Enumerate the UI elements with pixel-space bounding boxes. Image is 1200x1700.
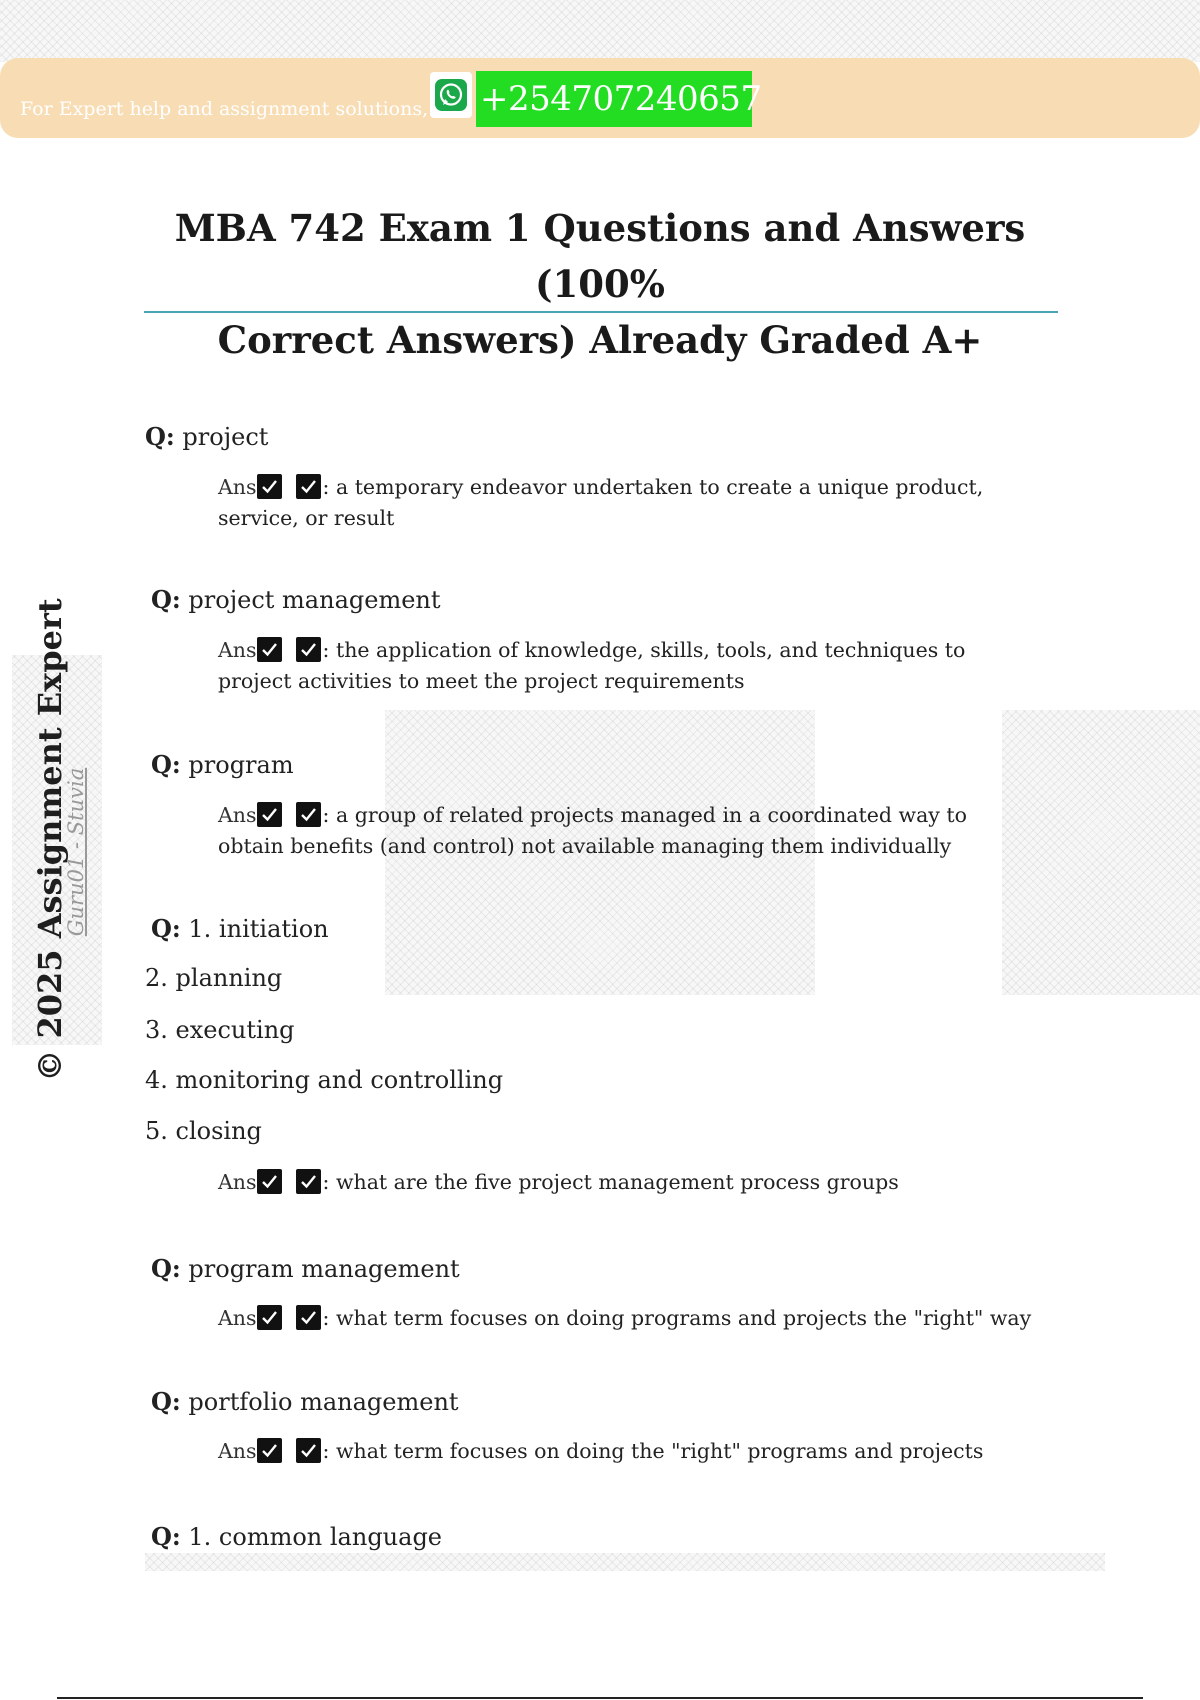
question-label: Q: — [145, 422, 175, 451]
list-item: 2. planning — [145, 964, 283, 992]
question-text: program — [188, 751, 294, 779]
title-line-2: Correct Answers) Already Graded A+ — [217, 318, 983, 362]
check-icon — [296, 637, 321, 662]
answer-text: : a temporary endeavor undertaken to create a unique product, service, or result — [218, 475, 984, 530]
check-icon — [257, 802, 282, 827]
answer-text: : a group of related projects managed in a coordinated way to obtain benefits (and control) not available managing them individually — [218, 803, 967, 858]
question — [151, 914, 329, 943]
top-pattern-strip — [0, 0, 1200, 62]
check-icon — [296, 1169, 321, 1194]
answer — [218, 472, 1038, 534]
answer-label: Ans — [218, 1439, 257, 1463]
seller-watermark: Guru01 - Stuvia — [64, 767, 88, 937]
copyright-watermark: © 2025 Assignment Expert — [31, 598, 69, 1082]
question-text: project — [182, 423, 269, 451]
question-label: Q: — [151, 1522, 181, 1551]
check-icon — [257, 637, 282, 662]
answer-label: Ans — [218, 1170, 257, 1194]
answer-label: Ans — [218, 638, 257, 662]
answer-label: Ans — [218, 1306, 257, 1330]
question — [151, 1387, 459, 1416]
question-label: Q: — [151, 585, 181, 614]
check-icon — [296, 1305, 321, 1330]
check-icon — [257, 1305, 282, 1330]
question-label: Q: — [151, 1387, 181, 1416]
answer-text: : what term focuses on doing the "right" programs and projects — [322, 1439, 984, 1463]
check-icon — [296, 1438, 321, 1463]
phone-number-link[interactable]: +254707240657 — [476, 71, 752, 127]
check-icon — [257, 1438, 282, 1463]
question-text: project management — [188, 586, 441, 614]
answer — [218, 1167, 1038, 1198]
answer — [218, 635, 1038, 697]
question-text: program management — [188, 1255, 460, 1283]
banner-text: For Expert help and assignment solutions, — [20, 98, 429, 120]
answer-text: : what term focuses on doing programs and projects the "right" way — [322, 1306, 1032, 1330]
document-title — [145, 200, 1055, 368]
check-icon — [257, 1169, 282, 1194]
question — [151, 750, 294, 779]
title-line-1: MBA 742 Exam 1 Questions and Answers (100% — [174, 206, 1026, 306]
whatsapp-icon[interactable] — [430, 72, 472, 118]
list-item: 3. executing — [145, 1016, 295, 1044]
page-bottom-rule — [57, 1697, 1143, 1699]
answer-label: Ans — [218, 803, 257, 827]
question-label: Q: — [151, 914, 181, 943]
question-text: 1. common language — [188, 1523, 443, 1551]
list-item: 4. monitoring and controlling — [145, 1066, 504, 1094]
question-label: Q: — [151, 1254, 181, 1283]
question — [145, 422, 268, 451]
page-break-pattern — [145, 1553, 1105, 1571]
answer-label: Ans — [218, 475, 257, 499]
answer — [218, 1303, 1038, 1334]
answer-text: : the application of knowledge, skills, tools, and techniques to project activities to meet the project requirements — [218, 638, 966, 693]
answer — [218, 1436, 1038, 1467]
check-icon — [296, 474, 321, 499]
question — [151, 1522, 442, 1551]
title-underline — [144, 311, 1058, 313]
question-text: 1. initiation — [188, 915, 329, 943]
list-item: 5. closing — [145, 1117, 262, 1145]
answer-text: : what are the five project management process groups — [322, 1170, 899, 1194]
question-label: Q: — [151, 750, 181, 779]
question — [151, 585, 441, 614]
check-icon — [257, 474, 282, 499]
answer — [218, 800, 1038, 862]
check-icon — [296, 802, 321, 827]
question — [151, 1254, 460, 1283]
question-text: portfolio management — [188, 1388, 459, 1416]
